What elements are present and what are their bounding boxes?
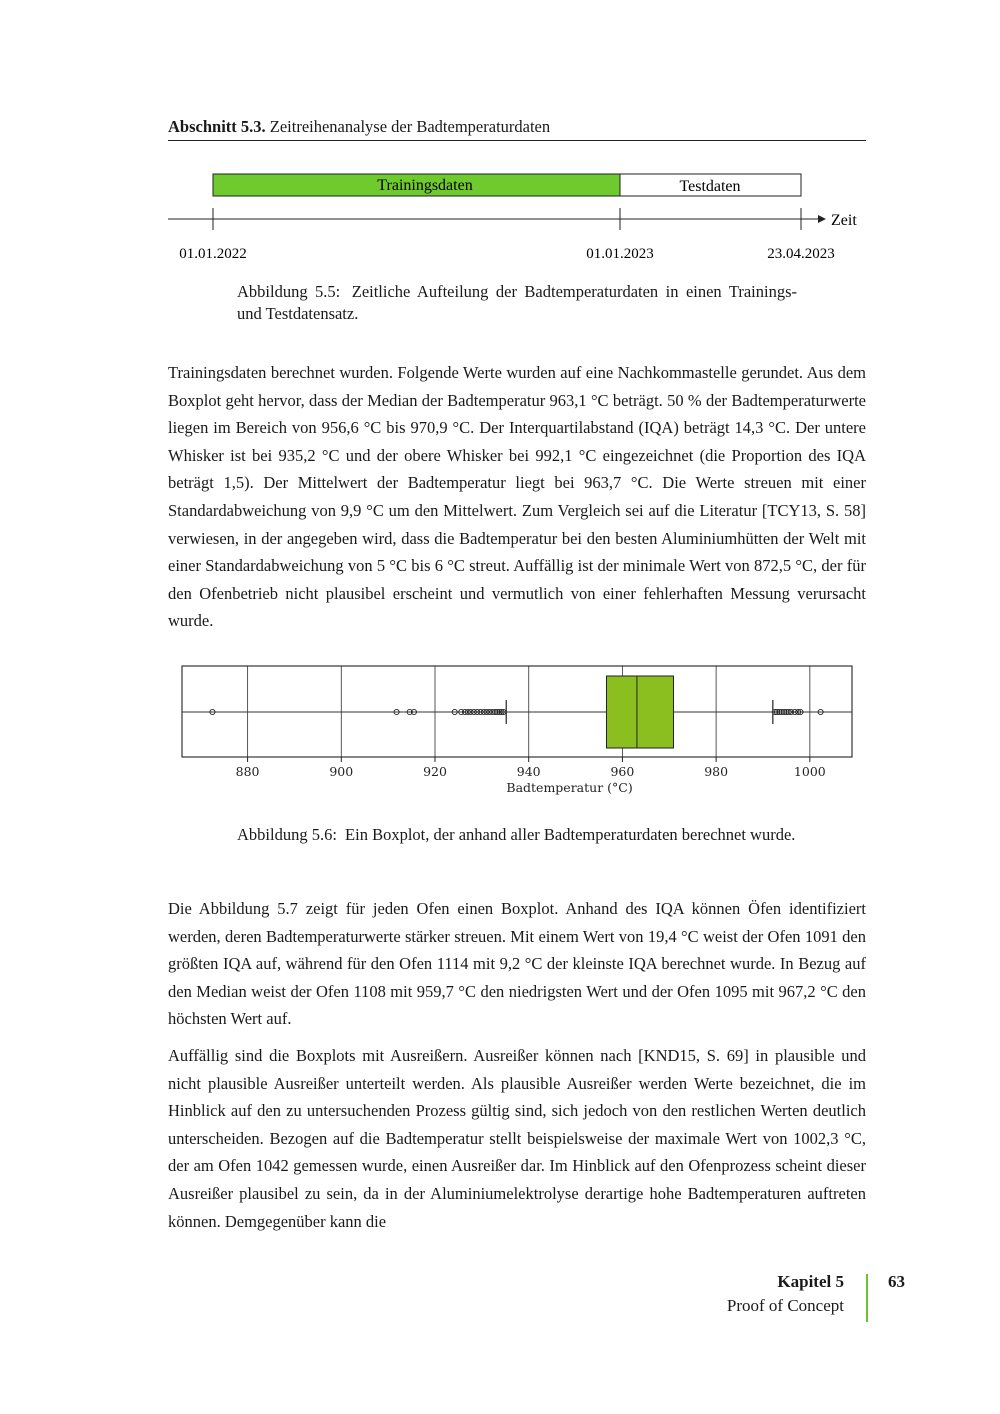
plot-frame (182, 666, 852, 757)
running-header (168, 116, 866, 141)
footer-accent-rule (866, 1274, 868, 1322)
page-footer (600, 1272, 1000, 1332)
caption-number: Abbildung 5.5: (237, 282, 341, 301)
iqr-box (606, 676, 673, 748)
timeline-svg (0, 160, 1000, 275)
axis-label-zeit: Zeit (831, 212, 857, 229)
footer-chapter-label: Kapitel 5 (777, 1272, 844, 1291)
figure-5-6-caption (237, 824, 797, 846)
section-label: Abschnitt 5.3. (168, 117, 266, 136)
x-tick-label: 1000 (793, 764, 826, 779)
time-axis-arrow (818, 215, 826, 223)
page-number: 63 (888, 1272, 905, 1291)
date-start: 01.01.2022 (179, 246, 247, 262)
section-title: Zeitreihenanalyse der Badtemperaturdaten (269, 117, 551, 136)
x-axis-label: Badtemperatur (°C) (506, 780, 633, 795)
test-label: Testdaten (679, 178, 741, 195)
figure-boxplot (0, 655, 1000, 800)
date-end: 23.04.2023 (767, 246, 835, 262)
x-tick-label: 940 (516, 764, 541, 779)
caption-text: Ein Boxplot, der anhand aller Badtemperaturdaten berechnet wurde. (345, 825, 796, 844)
training-label: Trainingsdaten (377, 177, 473, 194)
paragraph-iqa-ofen: Die Abbildung 5.7 zeigt für jeden Ofen einen Boxplot. Anhand des IQA können Öfen identifiziert werden, deren Badtemperaturwerte stärker streuen. Mit einem Wert von 19,4 °C weist der Ofen 1091 den größten IQA auf, während für den Ofen 1114 mit 9,2 °C der kleinste IQA berechnet wurde. In Bezug auf den Median weist der Ofen 1108 mit 959,7 °C den niedrigsten Wert und der Ofen 1095 mit 967,2 °C den höchsten Wert auf. (168, 899, 866, 1029)
figure-5-5-caption (237, 281, 797, 325)
date-split: 01.01.2023 (586, 246, 654, 262)
caption-text: Zeitliche Aufteilung der Badtemperaturdaten in einen Trainings- und Testdatensatz. (237, 282, 797, 323)
footer-chapter-title: Proof of Concept (726, 1296, 844, 1315)
x-tick-label: 980 (704, 764, 729, 779)
x-tick-label: 880 (235, 764, 260, 779)
figure-timeline (0, 160, 1000, 275)
x-tick-label: 920 (423, 764, 447, 779)
boxplot-chart (0, 655, 1000, 800)
paragraph-boxplot-stats: Trainingsdaten berechnet wurden. Folgende Werte wurden auf eine Nachkommastelle gerundet. Aus dem Boxplot geht hervor, dass der Median der Badtemperatur 963,1 °C beträgt. 50 % der Badtemperaturwerte liegen im Bereich von 956,6 °C bis 970,9 °C. Der Interquartilabstand (IQA) beträgt 14,3 °C. Der untere Whisker ist bei 935,2 °C und der obere Whisker bei 992,1 °C eingezeichnet (die Proportion des IQA beträgt 1,5). Der Mittelwert der Badtemperatur liegt bei 963,7 °C. Die Werte streuen mit einer Standardabweichung von 9,9 °C um den Mittelwert. Zum Vergleich sei auf die Literatur [TCY13, S. 58] verwiesen, in der angegeben wird, dass die Badtemperatur bei den besten Aluminiumhütten der Welt mit einer Standardabweichung von 5 °C bis 6 °C streut. Auffällig ist der minimale Wert von 872,5 °C, der für den Ofenbetrieb nicht plausibel erscheint und vermutlich von einer fehlerhaften Messung verursacht wurde. (168, 363, 866, 631)
caption-number: Abbildung 5.6: (237, 825, 337, 844)
x-tick-label: 900 (329, 764, 354, 779)
paragraph-ausreisser: Auffällig sind die Boxplots mit Ausreißern. Ausreißer können nach [KND15, S. 69] in plausible und nicht plausible Ausreißer unterteilt werden. Als plausible Ausreißer werden Werte bezeichnet, die im Hinblick auf den zu untersuchenden Prozess gültig sind, sich jedoch von den restlichen Werten deutlich unterscheiden. Bezogen auf die Badtemperatur stellt beispielsweise der maximale Wert von 1002,3 °C, der am Ofen 1042 gemessen wurde, einen Ausreißer dar. Im Hinblick auf den Ofenprozess scheint dieser Ausreißer plausibel zu sein, da in der Aluminiumelektrolyse derartige hohe Badtemperaturen auftreten können. Demgegenüber kann die (168, 1046, 866, 1231)
x-tick-label: 960 (610, 764, 635, 779)
